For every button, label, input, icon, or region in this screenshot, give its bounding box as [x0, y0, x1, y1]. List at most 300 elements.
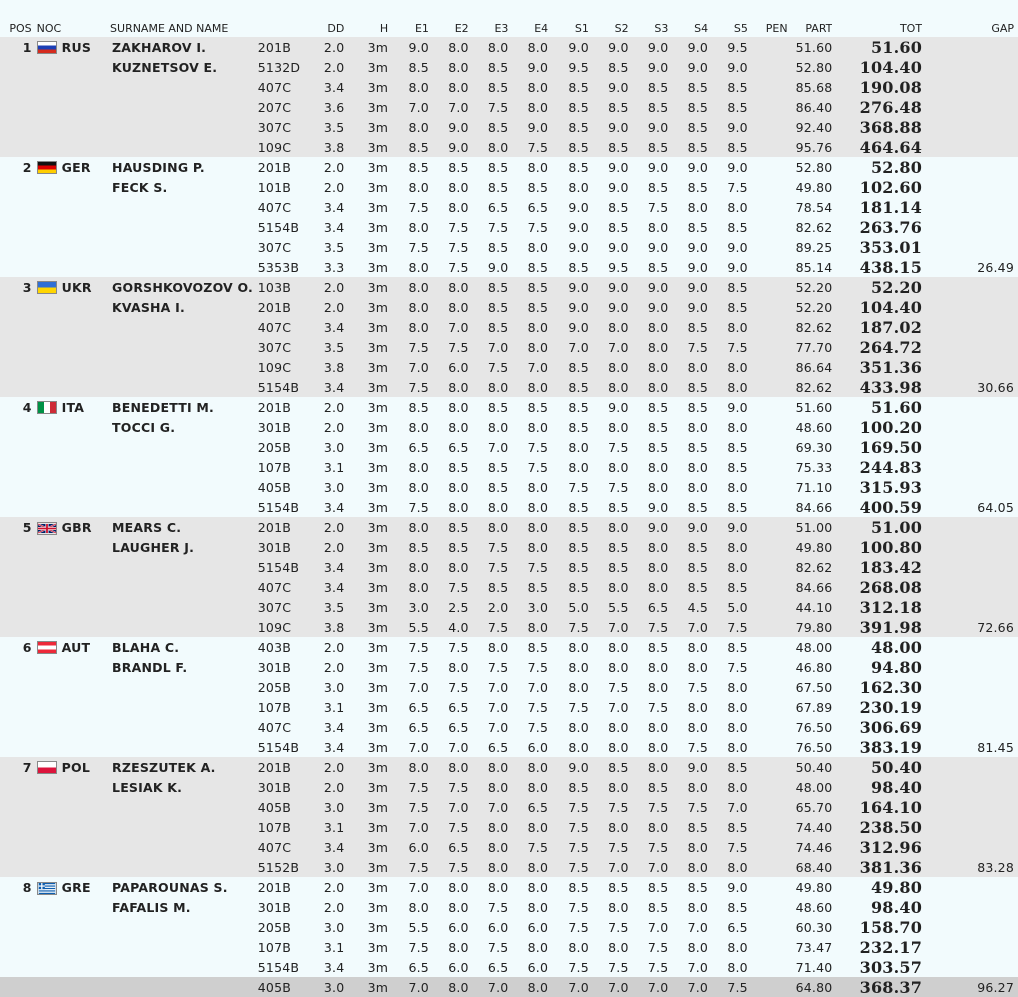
pen-cell: [748, 237, 788, 257]
e1-cell: 5.5: [388, 917, 429, 937]
noc-cell: [37, 37, 110, 57]
table-row[interactable]: [0, 797, 1018, 817]
height-cell: 3m: [344, 577, 388, 597]
s3-cell: 8.5: [629, 417, 669, 437]
table-row[interactable]: [0, 917, 1018, 937]
table-row[interactable]: [0, 637, 1018, 657]
table-row[interactable]: [0, 897, 1018, 917]
rank-cell: [0, 957, 37, 977]
e3-cell: 8.5: [469, 577, 509, 597]
table-row[interactable]: [0, 357, 1018, 377]
athlete-name[interactable]: GORSHKOVOZOV O.: [110, 277, 258, 297]
height-cell: 3m: [344, 977, 388, 997]
table-row[interactable]: [0, 37, 1018, 57]
e4-cell: 8.0: [508, 537, 548, 557]
e2-cell: 6.0: [429, 957, 469, 977]
s5-cell: 9.0: [708, 117, 748, 137]
s4-cell: 7.5: [668, 737, 708, 757]
height-cell: 3m: [344, 37, 388, 57]
athlete-name[interactable]: BRANDL F.: [110, 657, 258, 677]
table-row[interactable]: [0, 977, 1018, 997]
e4-cell: 7.0: [508, 357, 548, 377]
e4-cell: 6.0: [508, 957, 548, 977]
table-row[interactable]: [0, 777, 1018, 797]
table-row[interactable]: [0, 557, 1018, 577]
athlete-name: [110, 737, 258, 757]
table-row[interactable]: [0, 517, 1018, 537]
s2-cell: 7.0: [589, 857, 629, 877]
s1-cell: 7.5: [548, 697, 589, 717]
s1-cell: 7.0: [548, 977, 589, 997]
e2-cell: 7.0: [429, 737, 469, 757]
s3-cell: 9.0: [629, 57, 669, 77]
s1-cell: 8.0: [548, 637, 589, 657]
e3-cell: 8.0: [469, 417, 509, 437]
dive-code-cell: 5154B: [258, 557, 314, 577]
noc-cell: [37, 357, 110, 377]
part-cell: 82.62: [788, 317, 833, 337]
s4-cell: 8.0: [668, 657, 708, 677]
e2-cell: 8.0: [429, 377, 469, 397]
athlete-name: [110, 937, 258, 957]
e1-cell: 6.0: [388, 837, 429, 857]
athlete-name[interactable]: TOCCI G.: [110, 417, 258, 437]
s4-cell: 9.0: [668, 237, 708, 257]
athlete-name[interactable]: KVASHA I.: [110, 297, 258, 317]
s4-cell: 9.0: [668, 277, 708, 297]
part-cell: 86.64: [788, 357, 833, 377]
header-pen[interactable]: PEN: [765, 22, 788, 35]
header-dd[interactable]: DD: [327, 22, 345, 35]
noc-cell: [37, 497, 110, 517]
pol-flag-icon: [37, 761, 57, 774]
rank-cell: [0, 237, 37, 257]
pen-cell: [748, 397, 788, 417]
e1-cell: 7.0: [388, 97, 429, 117]
s1-cell: 8.5: [548, 777, 589, 797]
s3-cell: 8.0: [629, 537, 669, 557]
header-e4[interactable]: E4: [534, 22, 549, 35]
e1-cell: 7.5: [388, 497, 429, 517]
tot-cell: 104.40: [832, 57, 922, 77]
e1-cell: 7.0: [388, 677, 429, 697]
gap-cell: [922, 717, 1018, 737]
table-row[interactable]: [0, 277, 1018, 297]
table-row[interactable]: [0, 257, 1018, 277]
dive-code-cell: 109C: [258, 137, 314, 157]
s1-cell: 9.0: [548, 217, 589, 237]
s5-cell: 7.5: [708, 177, 748, 197]
athlete-name[interactable]: FAFALIS M.: [110, 897, 258, 917]
dd-cell: 3.4: [314, 737, 345, 757]
gap-cell: [922, 777, 1018, 797]
s3-cell: 7.0: [629, 857, 669, 877]
e1-cell: 8.0: [388, 757, 429, 777]
e1-cell: 7.0: [388, 877, 429, 897]
e2-cell: 8.0: [429, 277, 469, 297]
s3-cell: 8.0: [629, 817, 669, 837]
height-cell: 3m: [344, 597, 388, 617]
pen-cell: [748, 677, 788, 697]
header-part[interactable]: PART: [805, 22, 833, 35]
table-row[interactable]: [0, 657, 1018, 677]
e1-cell: 6.5: [388, 697, 429, 717]
athlete-name[interactable]: ZAKHAROV I.: [110, 37, 258, 57]
s4-cell: 8.0: [668, 417, 708, 437]
rank-cell: [0, 977, 37, 997]
part-cell: 76.50: [788, 717, 833, 737]
table-row[interactable]: [0, 617, 1018, 637]
e2-cell: 6.5: [429, 837, 469, 857]
e3-cell: 8.5: [469, 117, 509, 137]
table-row[interactable]: [0, 377, 1018, 397]
pen-cell: [748, 857, 788, 877]
athlete-name: [110, 557, 258, 577]
part-cell: 75.33: [788, 457, 833, 477]
e2-cell: 6.5: [429, 697, 469, 717]
e2-cell: 8.0: [429, 937, 469, 957]
gap-cell: [922, 937, 1018, 957]
table-row[interactable]: [0, 957, 1018, 977]
dd-cell: 3.0: [314, 437, 345, 457]
athlete-name[interactable]: RZESZUTEK A.: [110, 757, 258, 777]
pen-cell: [748, 417, 788, 437]
rank-cell: [0, 357, 37, 377]
athlete-name[interactable]: KUZNETSOV E.: [110, 57, 258, 77]
s3-cell: 9.0: [629, 497, 669, 517]
rank-cell: [0, 597, 37, 617]
table-row[interactable]: [0, 157, 1018, 177]
gap-cell: [922, 477, 1018, 497]
header-e1[interactable]: E1: [414, 22, 429, 35]
height-cell: 3m: [344, 97, 388, 117]
e2-cell: 8.0: [429, 657, 469, 677]
header-e3[interactable]: E3: [494, 22, 509, 35]
gap-cell: [922, 957, 1018, 977]
table-row[interactable]: [0, 597, 1018, 617]
height-cell: 3m: [344, 257, 388, 277]
part-cell: 51.60: [788, 37, 833, 57]
dive-code-cell: 301B: [258, 657, 314, 677]
s5-cell: 5.0: [708, 597, 748, 617]
s2-cell: 8.0: [589, 777, 629, 797]
table-row[interactable]: [0, 177, 1018, 197]
e3-cell: 8.0: [469, 837, 509, 857]
header-s3[interactable]: S3: [654, 22, 669, 35]
header-s5[interactable]: S5: [733, 22, 748, 35]
header-name[interactable]: SURNAME AND NAME: [110, 22, 229, 35]
dd-cell: 2.0: [314, 177, 345, 197]
tot-cell: 381.36: [832, 857, 922, 877]
table-row[interactable]: [0, 437, 1018, 457]
s1-cell: 8.5: [548, 377, 589, 397]
tot-cell: 315.93: [832, 477, 922, 497]
noc-cell: [37, 417, 110, 437]
s5-cell: 8.0: [708, 557, 748, 577]
table-row[interactable]: [0, 457, 1018, 477]
e3-cell: 8.5: [469, 457, 509, 477]
s4-cell: 8.0: [668, 197, 708, 217]
athlete-name[interactable]: MEARS C.: [110, 517, 258, 537]
e2-cell: 8.5: [429, 157, 469, 177]
height-cell: 3m: [344, 797, 388, 817]
tot-cell: 49.80: [832, 877, 922, 897]
height-cell: 3m: [344, 737, 388, 757]
dive-code-cell: 407C: [258, 77, 314, 97]
tot-cell: 100.20: [832, 417, 922, 437]
aut-flag-icon: [37, 641, 57, 654]
gap-cell: [922, 117, 1018, 137]
rank-cell: [0, 77, 37, 97]
tot-cell: 368.88: [832, 117, 922, 137]
table-row[interactable]: [0, 397, 1018, 417]
header-pos[interactable]: POS: [9, 22, 32, 35]
e4-cell: 7.5: [508, 457, 548, 477]
s1-cell: 7.5: [548, 857, 589, 877]
athlete-name[interactable]: PAPAROUNAS S.: [110, 877, 258, 897]
e1-cell: 8.0: [388, 477, 429, 497]
table-row[interactable]: [0, 477, 1018, 497]
noc-cell: [37, 557, 110, 577]
athlete-name[interactable]: LAUGHER J.: [110, 537, 258, 557]
e1-cell: 7.5: [388, 797, 429, 817]
table-row[interactable]: [0, 317, 1018, 337]
e1-cell: 8.0: [388, 117, 429, 137]
noc-cell: [37, 477, 110, 497]
part-cell: 51.60: [788, 397, 833, 417]
athlete-name: [110, 617, 258, 637]
noc-code: ITA: [61, 399, 85, 415]
e1-cell: 8.0: [388, 277, 429, 297]
s2-cell: 7.0: [589, 977, 629, 997]
dive-code-cell: 201B: [258, 517, 314, 537]
gap-cell: [922, 757, 1018, 777]
header-s2[interactable]: S2: [614, 22, 629, 35]
table-row[interactable]: [0, 577, 1018, 597]
s2-cell: 8.5: [589, 757, 629, 777]
dive-code-cell: 109C: [258, 617, 314, 637]
s1-cell: 8.5: [548, 537, 589, 557]
table-row[interactable]: [0, 757, 1018, 777]
e4-cell: 3.0: [508, 597, 548, 617]
height-cell: 3m: [344, 757, 388, 777]
header-s4[interactable]: S4: [694, 22, 709, 35]
noc-cell: [37, 257, 110, 277]
s1-cell: 8.5: [548, 157, 589, 177]
header-h[interactable]: H: [379, 22, 389, 35]
athlete-name[interactable]: FECK S.: [110, 177, 258, 197]
table-row[interactable]: [0, 297, 1018, 317]
s2-cell: 7.0: [589, 337, 629, 357]
noc-cell: [37, 937, 110, 957]
e3-cell: 7.5: [469, 557, 509, 577]
s4-cell: 7.5: [668, 337, 708, 357]
athlete-name[interactable]: HAUSDING P.: [110, 157, 258, 177]
noc-code: GRE: [61, 879, 91, 895]
pen-cell: [748, 577, 788, 597]
e2-cell: 8.0: [429, 57, 469, 77]
height-cell: 3m: [344, 477, 388, 497]
noc-cell: [37, 437, 110, 457]
e3-cell: 8.5: [469, 157, 509, 177]
gap-cell: [922, 877, 1018, 897]
table-row[interactable]: [0, 857, 1018, 877]
pen-cell: [748, 717, 788, 737]
pen-cell: [748, 357, 788, 377]
s3-cell: 9.0: [629, 237, 669, 257]
s3-cell: 8.5: [629, 897, 669, 917]
s3-cell: 6.5: [629, 597, 669, 617]
s3-cell: 8.0: [629, 577, 669, 597]
dd-cell: 2.0: [314, 57, 345, 77]
pen-cell: [748, 77, 788, 97]
noc-cell: [37, 757, 110, 777]
s4-cell: 7.0: [668, 957, 708, 977]
table-row[interactable]: [0, 137, 1018, 157]
table-row[interactable]: [0, 97, 1018, 117]
dd-cell: 2.0: [314, 877, 345, 897]
e2-cell: 8.0: [429, 397, 469, 417]
table-row[interactable]: [0, 117, 1018, 137]
header-e2[interactable]: E2: [454, 22, 469, 35]
rank-cell: [0, 677, 37, 697]
e4-cell: 8.0: [508, 237, 548, 257]
e1-cell: 7.5: [388, 337, 429, 357]
part-cell: 52.20: [788, 277, 833, 297]
tot-cell: 48.00: [832, 637, 922, 657]
gap-cell: [922, 317, 1018, 337]
gap-cell: 26.49: [922, 257, 1018, 277]
table-row[interactable]: [0, 837, 1018, 857]
noc-cell: [37, 97, 110, 117]
athlete-name[interactable]: BLAHA C.: [110, 637, 258, 657]
s1-cell: 5.0: [548, 597, 589, 617]
table-row[interactable]: [0, 677, 1018, 697]
table-row[interactable]: [0, 77, 1018, 97]
part-cell: 86.40: [788, 97, 833, 117]
noc-code: POL: [61, 759, 91, 775]
header-noc[interactable]: NOC: [36, 22, 62, 35]
dd-cell: 3.4: [314, 77, 345, 97]
s3-cell: 8.0: [629, 457, 669, 477]
height-cell: 3m: [344, 137, 388, 157]
rank-cell: [0, 337, 37, 357]
s3-cell: 8.5: [629, 877, 669, 897]
e2-cell: 7.5: [429, 217, 469, 237]
s3-cell: 7.0: [629, 977, 669, 997]
e1-cell: 8.0: [388, 577, 429, 597]
rank-cell: 2: [0, 157, 37, 177]
e3-cell: 7.0: [469, 797, 509, 817]
dive-code-cell: 5154B: [258, 377, 314, 397]
table-row[interactable]: [0, 717, 1018, 737]
height-cell: 3m: [344, 317, 388, 337]
athlete-name: [110, 597, 258, 617]
part-cell: 82.62: [788, 377, 833, 397]
table-row[interactable]: [0, 417, 1018, 437]
s3-cell: 8.5: [629, 397, 669, 417]
height-cell: 3m: [344, 277, 388, 297]
s4-cell: 8.5: [668, 97, 708, 117]
rank-cell: 8: [0, 877, 37, 897]
s4-cell: 9.0: [668, 37, 708, 57]
table-row[interactable]: [0, 537, 1018, 557]
e4-cell: 7.5: [508, 837, 548, 857]
pen-cell: [748, 697, 788, 717]
header-tot[interactable]: TOT: [899, 22, 923, 35]
height-cell: 3m: [344, 637, 388, 657]
rank-cell: 5: [0, 517, 37, 537]
table-row[interactable]: [0, 877, 1018, 897]
part-cell: 60.30: [788, 917, 833, 937]
athlete-name[interactable]: LESIAK K.: [110, 777, 258, 797]
table-row[interactable]: [0, 237, 1018, 257]
s5-cell: 8.5: [708, 137, 748, 157]
part-cell: 79.80: [788, 617, 833, 637]
rank-cell: 1: [0, 37, 37, 57]
s4-cell: 9.0: [668, 757, 708, 777]
s2-cell: 9.0: [589, 397, 629, 417]
s2-cell: 9.0: [589, 117, 629, 137]
s5-cell: 8.5: [708, 277, 748, 297]
table-row[interactable]: [0, 697, 1018, 717]
header-gap[interactable]: GAP: [991, 22, 1014, 35]
table-row[interactable]: [0, 817, 1018, 837]
table-row[interactable]: [0, 497, 1018, 517]
noc-cell: [37, 897, 110, 917]
noc-code: UKR: [61, 279, 92, 295]
tot-cell: 183.42: [832, 557, 922, 577]
noc-cell: [37, 577, 110, 597]
athlete-name[interactable]: BENEDETTI M.: [110, 397, 258, 417]
table-row[interactable]: [0, 217, 1018, 237]
rank-cell: [0, 217, 37, 237]
dive-code-cell: 405B: [258, 977, 314, 997]
dd-cell: 2.0: [314, 37, 345, 57]
e4-cell: 8.5: [508, 637, 548, 657]
table-row[interactable]: [0, 937, 1018, 957]
s1-cell: 8.0: [548, 437, 589, 457]
height-cell: 3m: [344, 537, 388, 557]
part-cell: 50.40: [788, 757, 833, 777]
e3-cell: 7.5: [469, 897, 509, 917]
part-cell: 67.50: [788, 677, 833, 697]
e1-cell: 8.0: [388, 417, 429, 437]
height-cell: 3m: [344, 517, 388, 537]
dd-cell: 3.0: [314, 977, 345, 997]
e3-cell: 7.5: [469, 657, 509, 677]
table-row[interactable]: [0, 197, 1018, 217]
s3-cell: 8.0: [629, 317, 669, 337]
s4-cell: 8.0: [668, 937, 708, 957]
header-s1[interactable]: S1: [574, 22, 589, 35]
tot-cell: 383.19: [832, 737, 922, 757]
table-row[interactable]: [0, 337, 1018, 357]
dd-cell: 2.0: [314, 417, 345, 437]
ukr-flag-icon: [37, 281, 57, 294]
s3-cell: 9.0: [629, 117, 669, 137]
table-row[interactable]: [0, 57, 1018, 77]
height-cell: 3m: [344, 697, 388, 717]
part-cell: 71.10: [788, 477, 833, 497]
rank-cell: [0, 857, 37, 877]
height-cell: 3m: [344, 397, 388, 417]
e4-cell: 8.5: [508, 297, 548, 317]
table-row[interactable]: [0, 737, 1018, 757]
dd-cell: 3.0: [314, 677, 345, 697]
height-cell: 3m: [344, 957, 388, 977]
e4-cell: 8.0: [508, 497, 548, 517]
